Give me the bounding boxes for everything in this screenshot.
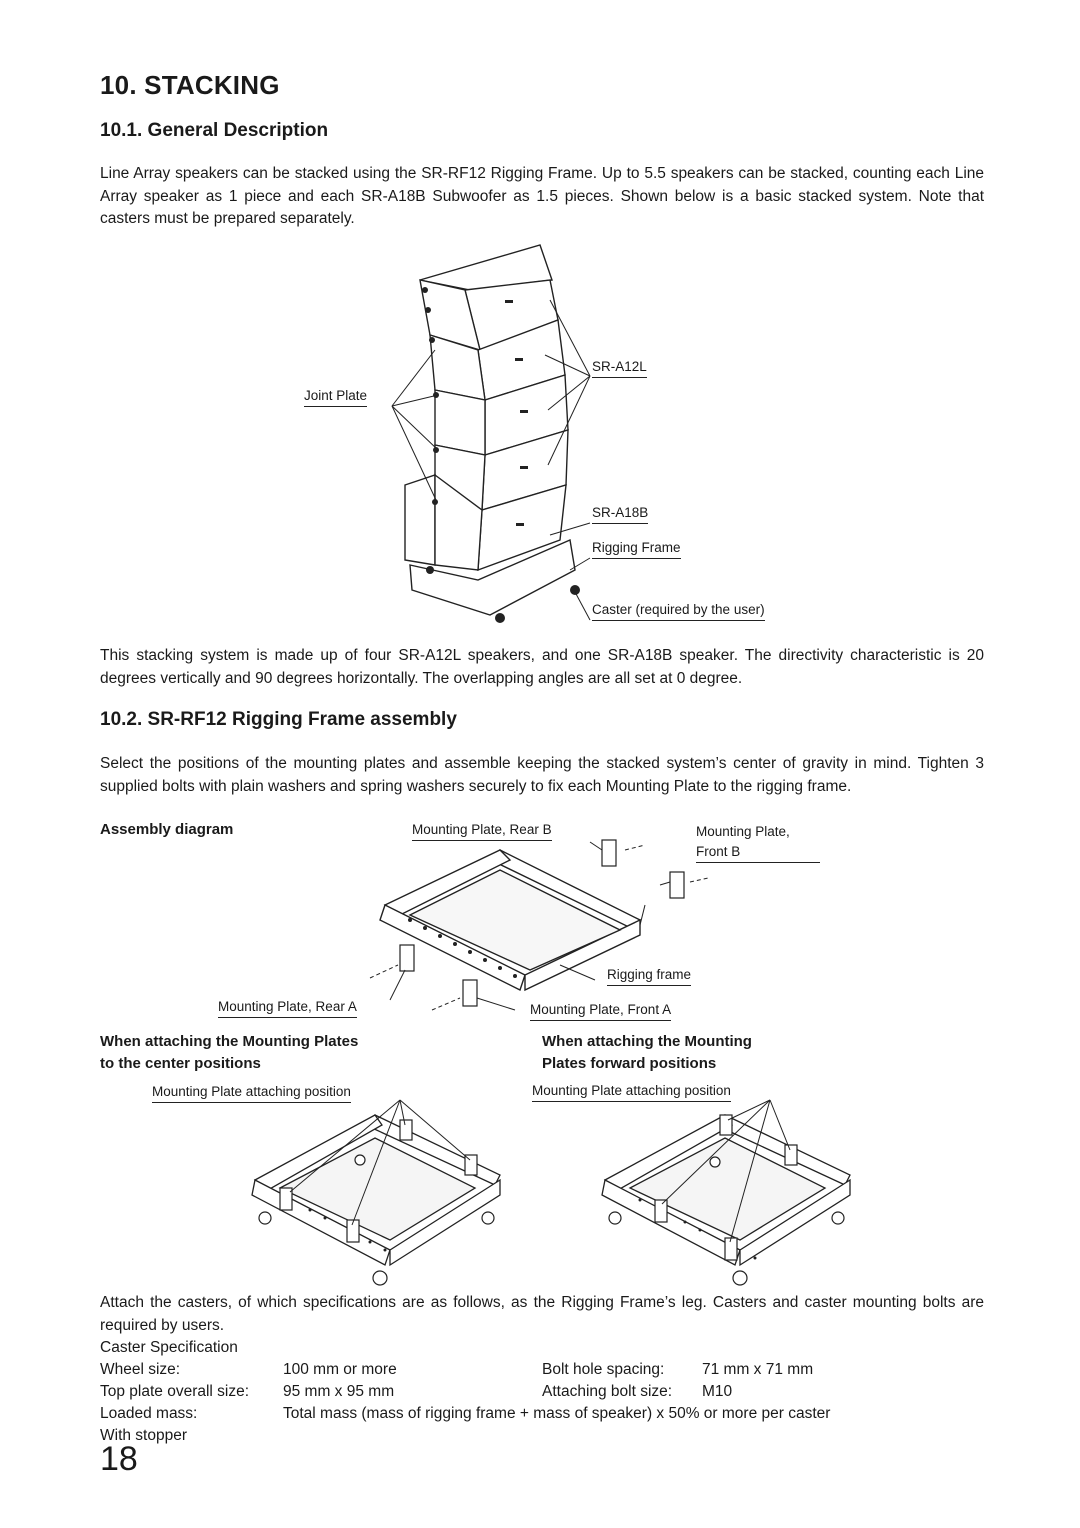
bolt-size-label: Attaching bolt size: (542, 1383, 673, 1400)
section-title: 10. STACKING (100, 70, 280, 100)
frame-center-positions-illustration (250, 1100, 510, 1290)
with-stopper-text: With stopper (100, 1427, 188, 1444)
stacking-system-text: This stacking system is made up of four SR-A12L speakers, and one SR-A18B speaker. The directivity characteristic is 20 degrees vertically and 90 degrees horizontally. The overlapping angles are all set at 0 degree. (100, 647, 984, 687)
rigging-frame-label: Rigging Frame (592, 540, 681, 559)
top-plate-label: Top plate overall size: (100, 1383, 250, 1400)
bolt-size-value: M10 (702, 1383, 733, 1400)
wheel-size-value: 100 mm or more (283, 1361, 397, 1378)
forward-positions-heading-1: When attaching the Mounting (542, 1033, 752, 1050)
bolt-spacing-label: Bolt hole spacing: (542, 1361, 665, 1378)
assembly-diagram (350, 820, 730, 1030)
stacked-system-illustration (390, 240, 720, 640)
general-description-text: Line Array speakers can be stacked using the SR-RF12 Rigging Frame. Up to 5.5 speakers can be stacked, counting each Line Array speaker as 1 piece and each SR-A18B Subwoofer as 1.5 pieces. Shown below is a basic stacked system. Note that casters must be prepared separately. (100, 165, 984, 227)
caster-spec-title: Caster Specification (100, 1339, 238, 1356)
top-plate-value: 95 mm x 95 mm (283, 1383, 395, 1400)
wheel-size-label: Wheel size: (100, 1361, 181, 1378)
assembly-diagram-title: Assembly diagram (100, 821, 234, 838)
assembly-text: Select the positions of the mounting plates and assemble keeping the stacked system’s center of gravity in mind. Tighten 3 supplied bolts with plain washers and spring washers securely to fix each Mounting Plate to the rigging frame. (100, 755, 984, 795)
rigging-frame-assembly-heading: 10.2. SR-RF12 Rigging Frame assembly (100, 709, 457, 730)
casters-text: Attach the casters, of which specifications are as follows, as the Rigging Frame’s leg. Casters and caster mounting bolts are required by users. (100, 1294, 984, 1334)
mounting-plate-rear-b-label: Mounting Plate, Rear B (412, 822, 552, 841)
loaded-mass-value: Total mass (mass of rigging frame + mass of speaker) x 50% or more per caster (283, 1405, 831, 1422)
general-description-heading: 10.1. General Description (100, 120, 329, 141)
center-positions-heading-1: When attaching the Mounting Plates (100, 1033, 359, 1050)
attach-position-left-label: Mounting Plate attaching position (152, 1084, 351, 1103)
mounting-plate-front-b-label-1: Mounting Plate, (696, 824, 790, 839)
frame-forward-positions-illustration (600, 1100, 860, 1290)
center-positions-heading-2: to the center positions (100, 1055, 261, 1072)
mounting-plate-rear-a-label: Mounting Plate, Rear A (218, 999, 357, 1018)
sr-a18b-label: SR-A18B (592, 505, 648, 524)
mounting-plate-front-b-label-2: Front B (696, 844, 820, 863)
mounting-plate-front-a-label: Mounting Plate, Front A (530, 1002, 671, 1021)
joint-plate-label: Joint Plate (304, 388, 367, 407)
loaded-mass-label: Loaded mass: (100, 1405, 198, 1422)
page-number: 18 (100, 1440, 138, 1478)
sr-a12l-label: SR-A12L (592, 359, 647, 378)
bolt-spacing-value: 71 mm x 71 mm (702, 1361, 814, 1378)
forward-positions-heading-2: Plates forward positions (542, 1055, 717, 1072)
attach-position-right-label: Mounting Plate attaching position (532, 1083, 731, 1102)
caster-label: Caster (required by the user) (592, 602, 765, 621)
rigging-frame-assembly-label: Rigging frame (607, 967, 691, 986)
